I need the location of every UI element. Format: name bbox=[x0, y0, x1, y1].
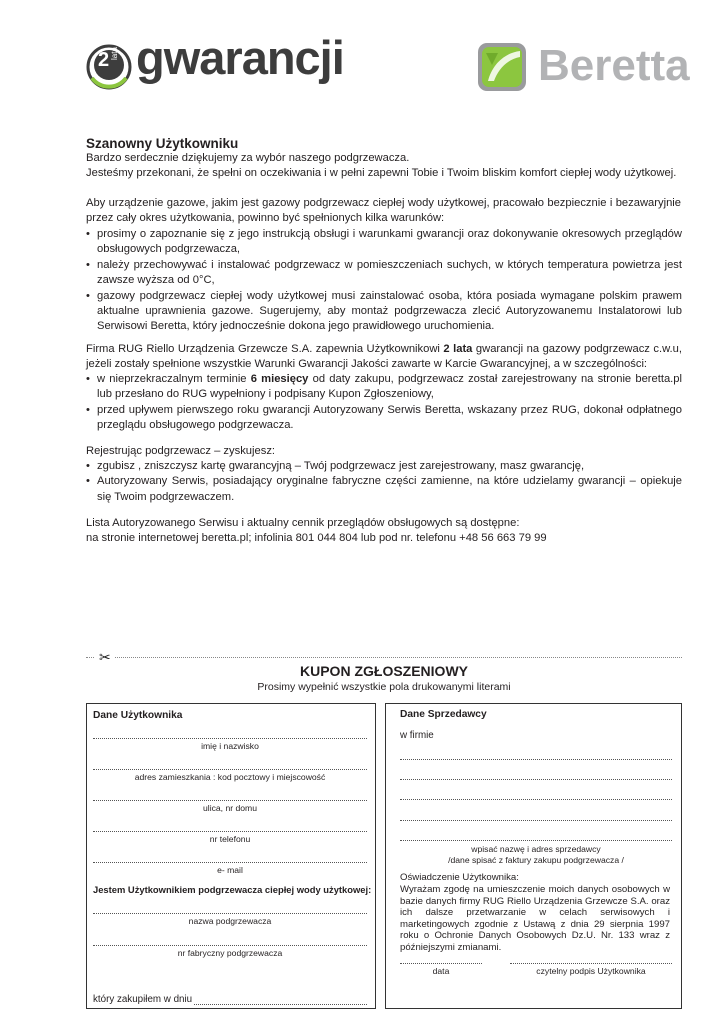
badge-number: 2 bbox=[98, 49, 110, 71]
beretta-wordmark: Beretta bbox=[538, 41, 690, 90]
req1-text-a: w nieprzekraczalnym terminie bbox=[97, 373, 251, 385]
signature-field[interactable] bbox=[510, 963, 672, 964]
model-label: nazwa podgrzewacza bbox=[188, 916, 272, 926]
list-item: • prosimy o zapoznanie się z jego instrukcją obsługi i warunkami gwarancji oraz dokonywanie okresowych przeglądów obsługowych podgrzewacza, bbox=[86, 227, 682, 258]
list-item: • należy przechowywać i instalować podgrzewacz w pomieszczeniach suchych, w których temperatura powietrza jest zawsze wyższa od 0°C, bbox=[86, 258, 682, 289]
name-field[interactable] bbox=[93, 738, 367, 739]
benefits-list bbox=[86, 459, 682, 505]
requirements-list bbox=[86, 372, 682, 434]
email-field[interactable] bbox=[93, 862, 367, 863]
scissors-icon: ✂ bbox=[95, 649, 115, 666]
contact-line-2: na stronie internetowej beretta.pl; infolinia 801 044 804 lub pod nr. telefonu +48 56 663 79 99 bbox=[86, 532, 547, 544]
warranty-period: 2 lata bbox=[443, 343, 473, 355]
coupon-subtitle: Prosimy wypełnić wszystkie pola drukowanymi literami bbox=[257, 681, 511, 693]
badge-unit: lata bbox=[110, 47, 119, 60]
benefits-intro: Rejestrując podgrzewacz – zyskujesz: bbox=[86, 445, 276, 457]
list-item: • zgubisz , zniszczysz kartę gwarancyjną – Twój podgrzewacz jest zarejestrowany, masz gwarancję, bbox=[86, 459, 682, 474]
conditions-intro: Aby urządzenie gazowe, jakim jest gazowy podgrzewacz ciepłej wody użytkowej, pracowało bezpiecznie i bezawaryjnie przez cały okres użytkowania, powinno być spełnionych kilka warunków: bbox=[86, 197, 681, 225]
phone-label: nr telefonu bbox=[209, 834, 251, 844]
seller-data-form bbox=[385, 703, 682, 1009]
seller-field-3[interactable] bbox=[400, 799, 672, 800]
greeting-title: Szanowny Użytkowniku bbox=[86, 136, 239, 151]
address-field[interactable] bbox=[93, 769, 367, 770]
serial-field[interactable] bbox=[93, 945, 367, 946]
seller-field-2[interactable] bbox=[400, 779, 672, 780]
registration-deadline: 6 miesięcy bbox=[250, 373, 309, 385]
owner-statement: Jestem Użytkownikiem podgrzewacza ciepłej wody użytkowej: bbox=[93, 884, 372, 895]
purchase-date-label: który zakupiłem w dniu bbox=[93, 994, 193, 1005]
list-item: • Autoryzowany Serwis, posiadający oryginalne fabryczne części zamienne, na które udzielamy gwarancji – opiekuje się Twoim podgrzewaczem. bbox=[86, 474, 682, 505]
warranty-text-b: gwarancji na gazowy podgrzewacz c.w.u, jeżeli zostały spełnione wszystkie Warunki Gwarancji Jakości zawarte w Karcie Gwarancyjnej, a w szczególności: bbox=[86, 343, 682, 371]
purchase-date-field[interactable] bbox=[194, 1004, 367, 1005]
signature-label: czytelny podpis Użytkownika bbox=[536, 966, 646, 976]
contact-line-1: Lista Autoryzowanego Serwisu i aktualny cennik przeglądów obsługowych są dostępne: bbox=[86, 517, 520, 529]
consent-statement: Wyrażam zgodę na umieszczenie moich danych osobowych w bazie danych firmy RUG Riello Urządzenia Grzewcze S.A. oraz ich dalsze przetwarzanie w celach serwisowych i marketingowych zgodnie z Ustawą z dnia 29 sierpnia 1997 roku o Ochronie Danych Osobowych Dz.U. Nr. 133 wraz z późniejszymi zmianami. bbox=[400, 884, 670, 953]
seller-field-1[interactable] bbox=[400, 759, 672, 760]
conditions-list bbox=[86, 227, 682, 335]
beretta-emblem-icon bbox=[476, 41, 528, 93]
address-label: adres zamieszkania : kod pocztowy i miejscowość bbox=[134, 772, 326, 782]
name-label: imię i nazwisko bbox=[201, 741, 259, 751]
coupon-title: KUPON ZGŁOSZENIOWY bbox=[300, 663, 468, 679]
intro-line-2: Jesteśmy przekonani, że spełni on oczekiwania i w pełni zapewni Tobie i Twoim bliskim komfort ciepłej wody użytkowej. bbox=[86, 167, 677, 179]
seller-note-1: wpisać nazwę i adres sprzedawcy bbox=[471, 844, 601, 854]
list-item bbox=[86, 372, 682, 403]
serial-label: nr fabryczny podgrzewacza bbox=[177, 948, 283, 958]
warranty-paragraph bbox=[86, 342, 682, 373]
list-item: • gazowy podgrzewacz ciepłej wody użytkowej musi zainstalować osoba, która posiada wymagane polskim prawem aktualne uprawnienia gazowe. Sugerujemy, aby montaż podgrzewacza zlecić Autoryzowanemu Instalatorowi lub Serwisowi Beretta, który jednocześnie dokona jego prawidłowego uruchomienia. bbox=[86, 289, 682, 335]
user-data-heading: Dane Użytkownika bbox=[93, 710, 183, 721]
seller-data-heading: Dane Sprzedawcy bbox=[400, 709, 487, 720]
seller-note-2: /dane spisać z faktury zakupu podgrzewacza / bbox=[448, 855, 624, 865]
req1-text-b: od daty zakupu, podgrzewacz został zarejestrowany na stronie beretta.pl lub przesłano do RUG wypełniony i podpisany Kupon Zgłoszeniowy, bbox=[97, 373, 682, 401]
phone-field[interactable] bbox=[93, 831, 367, 832]
user-data-form bbox=[86, 703, 376, 1009]
date-label: data bbox=[432, 966, 450, 976]
gwarancji-logo bbox=[86, 31, 356, 98]
brand-word: gwarancji bbox=[136, 31, 344, 84]
statement-title: Oświadczenie Użytkownika: bbox=[400, 872, 519, 883]
beretta-logo bbox=[476, 41, 690, 93]
model-field[interactable] bbox=[93, 913, 367, 914]
date-field[interactable] bbox=[400, 963, 482, 964]
intro-line-1: Bardzo serdecznie dziękujemy za wybór naszego podgrzewacza. bbox=[86, 152, 410, 164]
warranty-text-a: Firma RUG Riello Urządzenia Grzewcze S.A. zapewnia Użytkownikowi bbox=[86, 343, 444, 355]
seller-field-4[interactable] bbox=[400, 820, 672, 821]
cut-line bbox=[86, 657, 682, 658]
list-item: • przed upływem pierwszego roku gwarancji Autoryzowany Serwis Beretta, wskazany przez RUG, dokonał odpłatnego przeglądu obsługowego podgrzewacza. bbox=[86, 403, 682, 434]
street-field[interactable] bbox=[93, 800, 367, 801]
seller-field-5[interactable] bbox=[400, 840, 672, 841]
street-label: ulica, nr domu bbox=[203, 803, 257, 813]
company-label: w firmie bbox=[400, 730, 434, 741]
email-label: e- mail bbox=[217, 865, 243, 875]
